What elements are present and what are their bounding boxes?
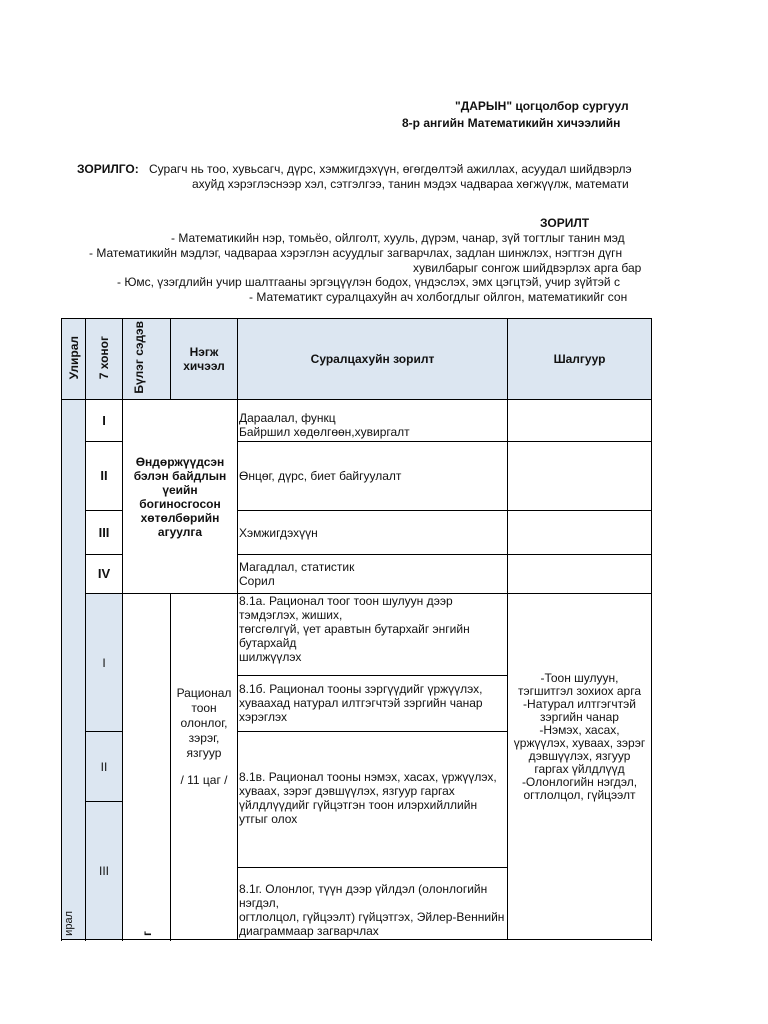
goal-label: ЗОРИЛГО: xyxy=(77,162,139,176)
unit1-lesson-title: Рационал тоон олонлог, зэрэг, язгуур xyxy=(176,686,232,760)
header-lesson: Нэгж хичээл xyxy=(171,319,238,400)
review-week-3: III xyxy=(86,511,123,555)
unit1-week-1: I xyxy=(86,594,123,732)
review-week-1: I xyxy=(86,400,123,442)
unit1-objective-2: 8.1б. Рационал тооны зэргүүдийг үржүүлэх, хуваахад натурал илтгэгчтэй зэргийн чанар хэрэглэх xyxy=(238,676,508,732)
header-week: 7 хоног xyxy=(86,319,123,400)
review-week-4: IV xyxy=(86,555,123,594)
objective-line-2: - Математикийн мэдлэг, чадвараа хэрэглэн асуудлыг загварчлах, задлан шинжлэх, нэгтгэн дүгн xyxy=(89,246,623,260)
unit1-week-3: III xyxy=(86,802,123,940)
review-criteria-1 xyxy=(508,400,652,442)
school-title: "ДАРЫН" цогцолбор сургуул xyxy=(455,99,629,113)
unit1-objective-1: 8.1а. Рационал тоог тоон шулуун дээр тэмдэглэх, жиших, төгсгөлгүй, үет аравтын бутархайг энгийн бутархайд шилжүүлэх xyxy=(238,594,508,676)
unit1-objective-4: 8.1г. Олонлог, түүн дээр үйлдэл (олонлогийн нэгдэл, огтлолцол, гүйцээлт) гүйцэтгэх, Эйлер-Веннийн диаграммаар загварчлах xyxy=(238,868,508,940)
objective-line-1: - Математикийн нэр, томьёо, ойлголт, хууль, дүрэм, чанар, зүй тогтлыг танин мэд xyxy=(171,231,625,245)
objectives-title: ЗОРИЛТ xyxy=(540,216,590,230)
header-objective: Суралцахуйн зорилт xyxy=(238,319,508,400)
unit1-unit-cell: г xyxy=(123,594,171,940)
review-criteria-4 xyxy=(508,555,652,594)
review-objective-4: Магадлал, статистик Сорил xyxy=(238,555,508,594)
review-week-2: II xyxy=(86,442,123,511)
unit1-week-2: II xyxy=(86,732,123,802)
review-objective-1: Дараалал, функц Байршил хөдөлгөөн,хувиргалт xyxy=(238,400,508,442)
review-objective-2: Өнцөг, дүрс, биет байгуулалт xyxy=(238,442,508,511)
season-cell: ирал xyxy=(62,400,86,940)
unit1-lesson-hours: / 11 цаг / xyxy=(180,773,228,787)
review-topic: Өндөржүүдсэн бэлэн байдлын үеийн богиносгосон хөтөлбөрийн агуулга xyxy=(123,400,238,594)
objective-line-3: хувилбарыг сонгож шийдвэрлэх арга бар xyxy=(413,261,642,275)
goal-text-line1: Сурагч нь тоо, хувьсагч, дүрс, хэмжигдэхүүн, өгөгдөлтэй ажиллах, асуудал шийдвэрлэ xyxy=(149,162,632,176)
header-unit: Бүлэг сэдэв xyxy=(123,319,171,400)
unit1-objective-3: 8.1в. Рационал тооны нэмэх, хасах, үржүүлэх, хуваах, зэрэг дэвшүүлэх, язгуур гаргах үйлдлүүдийг гүйцэтгэн тоон илэрхийллийн утгыг олох xyxy=(238,732,508,868)
unit1-lesson-cell xyxy=(171,594,238,940)
objective-line-5: - Математикт суралцахуйн ач холбогдлыг ойлгон, математикийг сон xyxy=(249,290,628,304)
curriculum-table xyxy=(61,318,652,940)
goal-text-line2: ахуйд хэрэглэснээр хэл, сэтгэлгээ, танин мэдэх чадвараа хөгжүүлж, математи xyxy=(192,177,629,191)
header-season: Улирал xyxy=(62,319,86,400)
review-objective-3: Хэмжигдэхүүн xyxy=(238,511,508,555)
header-criteria: Шалгуур xyxy=(508,319,652,400)
subject-title: 8-р ангийн Математикийн хичээлийн xyxy=(402,116,621,130)
review-criteria-2 xyxy=(508,442,652,511)
objective-line-4: - Юмс, үзэгдлийн учир шалтгааны эргэцүүлэн бодох, үндэслэх, эмх цэгцтэй, учир зүйтэй с xyxy=(117,275,620,289)
review-criteria-3 xyxy=(508,511,652,555)
unit1-criteria: -Тоон шулуун, тэгшитгэл зохиох арга -Натурал илтгэгчтэй зэргийн чанар -Нэмэх, хасах, үржүүлэх, хуваах, зэрэг дэвшүүлэх, язгуур гаргах үйлдлүүд -Олонлогийн нэгдэл, огтлолцол, гүйцээлт xyxy=(508,594,652,940)
